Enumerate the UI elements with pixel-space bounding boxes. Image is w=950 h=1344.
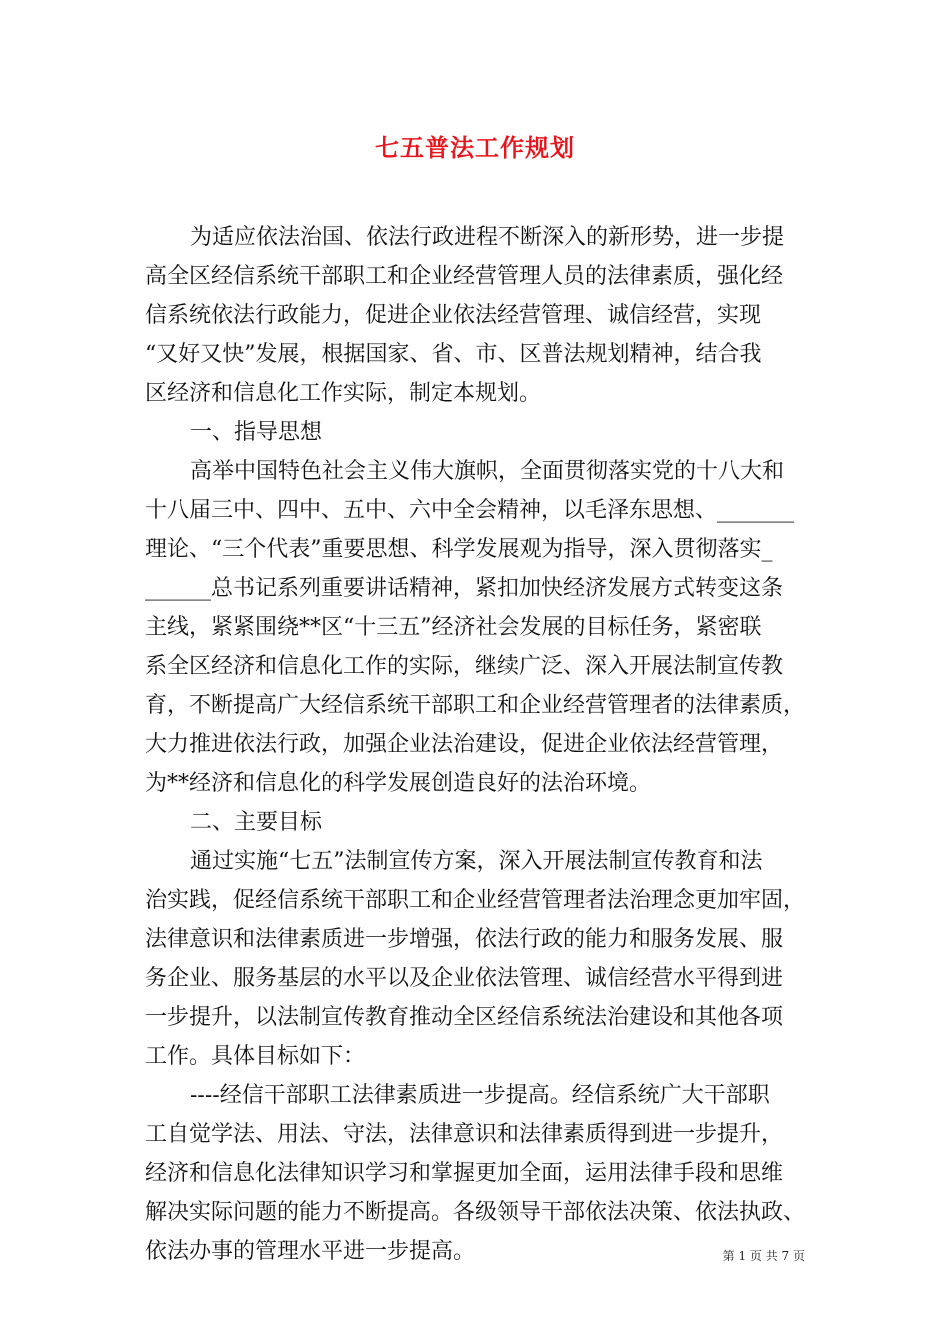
paragraph-line: 依法办事的管理水平进一步提高。: [145, 1239, 476, 1264]
paragraph-line: 大力推进依法行政，加强企业法治建设，促进企业依法经营管理，: [145, 732, 784, 757]
paragraph-line: 一步提升，以法制宣传教育推动全区经信系统法治建设和其他各项: [145, 1005, 784, 1030]
paragraph-line: 为**经济和信息化的科学发展创造良好的法治环境。: [145, 771, 652, 796]
document-title: 七五普法工作规划: [375, 133, 575, 162]
paragraph-line: ______总书记系列重要讲话精神，紧扣加快经济发展方式转变这条: [145, 576, 784, 601]
paragraph-line: 通过实施“七五”法制宣传方案，深入开展法制宣传教育和法: [190, 849, 763, 874]
paragraph-line: “又好又快”发展，根据国家、省、市、区普法规划精神，结合我: [145, 342, 762, 367]
paragraph-line: 高全区经信系统干部职工和企业经营管理人员的法律素质，强化经: [145, 264, 784, 289]
paragraph-line: 育，不断提高广大经信系统干部职工和企业经营管理者的法律素质，: [145, 693, 806, 718]
paragraph-line: 工作。具体目标如下：: [145, 1044, 366, 1069]
paragraph-line: 解决实际问题的能力不断提高。各级领导干部依法决策、依法执政、: [145, 1200, 806, 1225]
paragraph-line: 十八届三中、四中、五中、六中全会精神，以毛泽东思想、_______: [145, 498, 795, 523]
document-body: [145, 218, 810, 1271]
paragraph-line: 为适应依法治国、依法行政进程不断深入的新形势，进一步提: [190, 225, 785, 250]
paragraph-line: 区经济和信息化工作实际，制定本规划。: [145, 381, 542, 406]
paragraph-line: 系全区经济和信息化工作的实际，继续广泛、深入开展法制宣传教: [145, 654, 784, 679]
paragraph-line: 高举中国特色社会主义伟大旗帜，全面贯彻落实党的十八大和: [190, 459, 785, 484]
paragraph-line: ----经信干部职工法律素质进一步提高。经信系统广大干部职: [190, 1083, 770, 1108]
paragraph-line: 工自觉学法、用法、守法，法律意识和法律素质得到进一步提升，: [145, 1122, 784, 1147]
paragraph-line: 务企业、服务基层的水平以及企业依法管理、诚信经营水平得到进: [145, 966, 784, 991]
section-heading: 一、指导思想: [190, 420, 323, 445]
paragraph-line: 治实践，促经信系统干部职工和企业经营管理者法治理念更加牢固，: [145, 888, 806, 913]
paragraph-line: 经济和信息化法律知识学习和掌握更加全面，运用法律手段和思维: [145, 1161, 784, 1186]
paragraph-line: 主线，紧紧围绕**区“十三五”经济社会发展的目标任务，紧密联: [145, 615, 762, 640]
paragraph-line: 信系统依法行政能力，促进企业依法经营管理、诚信经营，实现: [145, 303, 762, 328]
page-number: 第 1 页 共 7 页: [722, 1249, 805, 1263]
section-heading: 二、主要目标: [190, 810, 323, 835]
paragraph-line: 法律意识和法律素质进一步增强，依法行政的能力和服务发展、服: [145, 927, 784, 952]
paragraph-line: 理论、“三个代表”重要思想、科学发展观为指导，深入贯彻落实_: [145, 537, 773, 562]
